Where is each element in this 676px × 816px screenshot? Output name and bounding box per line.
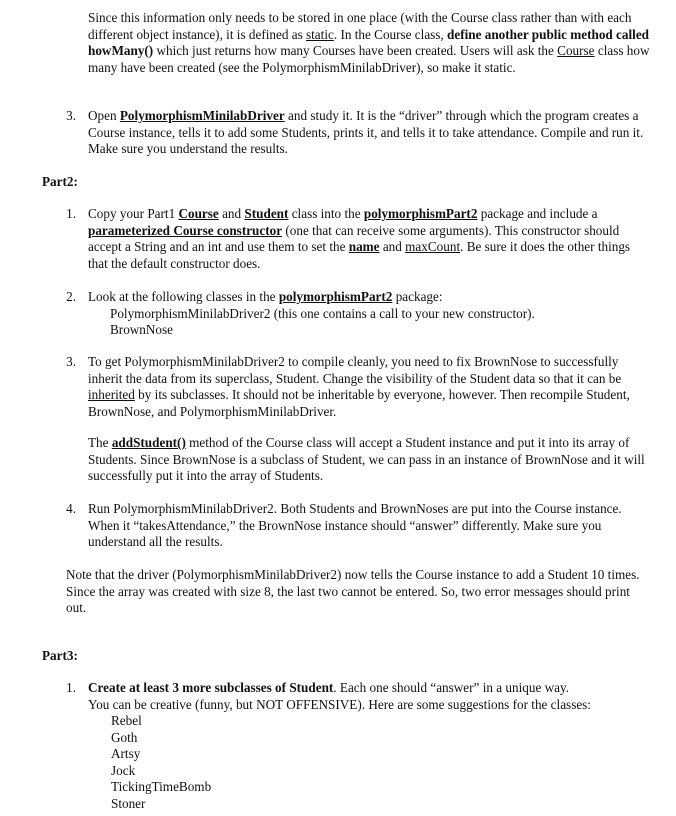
item-text: package: [392,289,443,304]
list-item-text [88,108,650,158]
maxcount-field: maxCount [405,239,461,254]
suggestion-item: TickingTimeBomb [111,779,212,794]
item-text: method of the Course class will accept a Student instance and put it into its array of Students. Since BrownNose is a subclass of Student, we can pass in an instance of BrownNose and it will successfully put it into the array of Students. [88,435,645,483]
item-text: (one that can receive some arguments). This constructor should accept a String and an int and use them to set the [88,222,620,254]
package-name: polymorphismPart2 [278,289,393,304]
item-text: Copy your Part1 [88,206,179,221]
list-number: 3. [66,108,76,123]
list-number: 1. [66,206,76,221]
howmany-instruction: define another public method called howMany() [88,26,650,58]
item-text: . Each one should “answer” in a unique way. [333,680,570,695]
intro-text-4: class how many have been created (see the PolymorphismMinilabDriver), so make it static. [88,43,650,75]
item-text: and study it. It is the “driver” through which the program creates a Course instance, tells it to add some Students, prints it, and tells it to take attendance. Compile and run it. Make sure you understand the results. [88,108,644,156]
item-text: The [88,435,112,450]
item-text: . Be sure it does the other things that the default constructor does. [88,239,631,271]
list-number: 3. [66,354,76,369]
list-item-text [88,206,650,272]
item-text: Open [88,108,120,123]
suggestion-item: Artsy [111,746,141,761]
course-class-name: Course [178,206,219,221]
list-item-text [88,680,658,812]
item-text: class into the [288,206,364,221]
name-field: name [348,239,380,254]
part3-heading: Part3: [42,648,78,663]
item-text: Look at the following classes in the [88,289,279,304]
list-item-text [88,501,650,551]
part2-heading: Part2: [42,174,78,189]
note-paragraph [66,567,652,617]
intro-text-2: . In the Course class, [333,26,448,42]
suggestion-item: Rebel [111,713,142,728]
intro-text-3: which just returns how many Courses have been created. Users will ask the [153,43,558,58]
item-text: by its subclasses. It should not be inheritable by everyone, however. Then recompile Student, BrownNose, and PolymorphismMinilabDriver. [88,387,630,419]
driver-class-name: PolymorphismMinilabDriver [119,108,285,123]
suggestion-item: Goth [111,729,138,745]
addstudent-paragraph [88,435,650,485]
suggestion-item: Stoner [111,795,146,811]
item-text: package and include a [477,206,598,221]
item-text: and [379,239,406,254]
list-item-text [88,289,650,339]
item-text: and [218,206,245,221]
class-line-driver2: PolymorphismMinilabDriver2 (this one contains a call to your new constructor). [110,305,535,321]
list-number: 1. [66,680,76,695]
addstudent-method: addStudent() [111,435,186,450]
subclass-instruction: Create at least 3 more subclasses of Student [88,680,334,695]
intro-paragraph [88,10,650,76]
item-text: You can be creative (funny, but NOT OFFENSIVE). Here are some suggestions for the classes: [88,696,591,712]
item-text: Run PolymorphismMinilabDriver2. Both Students and BrownNoses are put into the Course instance. When it “takesAttendance,” the BrownNose instance should “answer” differently. Make sure you understand all the results. [88,501,622,549]
inherited-term: inherited [88,387,135,402]
list-number: 2. [66,289,76,304]
suggestion-list [88,713,658,812]
list-item-text [88,354,650,420]
constructor-term: parameterized Course constructor [88,222,283,238]
intro-text-1: Since this information only needs to be stored in one place (with the Course class rather than with each different object instance), it is defined as [88,10,632,42]
static-term: static [306,26,334,42]
note-text: Note that the driver (PolymorphismMinilabDriver2) now tells the Course instance to add a Student 10 times. Since the array was created with size 8, the last two cannot be entered. So, two error messages should print out. [66,567,640,615]
suggestion-item: Jock [111,762,136,778]
course-term: Course [557,43,595,58]
item-text: To get PolymorphismMinilabDriver2 to compile cleanly, you need to fix BrownNose to successfully inherit the data from its superclass, Student. Change the visibility of the Student data so that it can be [88,354,622,386]
student-class-name: Student [244,206,289,221]
package-name: polymorphismPart2 [363,206,478,221]
list-number: 4. [66,501,76,516]
class-line-brownnose: BrownNose [110,322,174,337]
